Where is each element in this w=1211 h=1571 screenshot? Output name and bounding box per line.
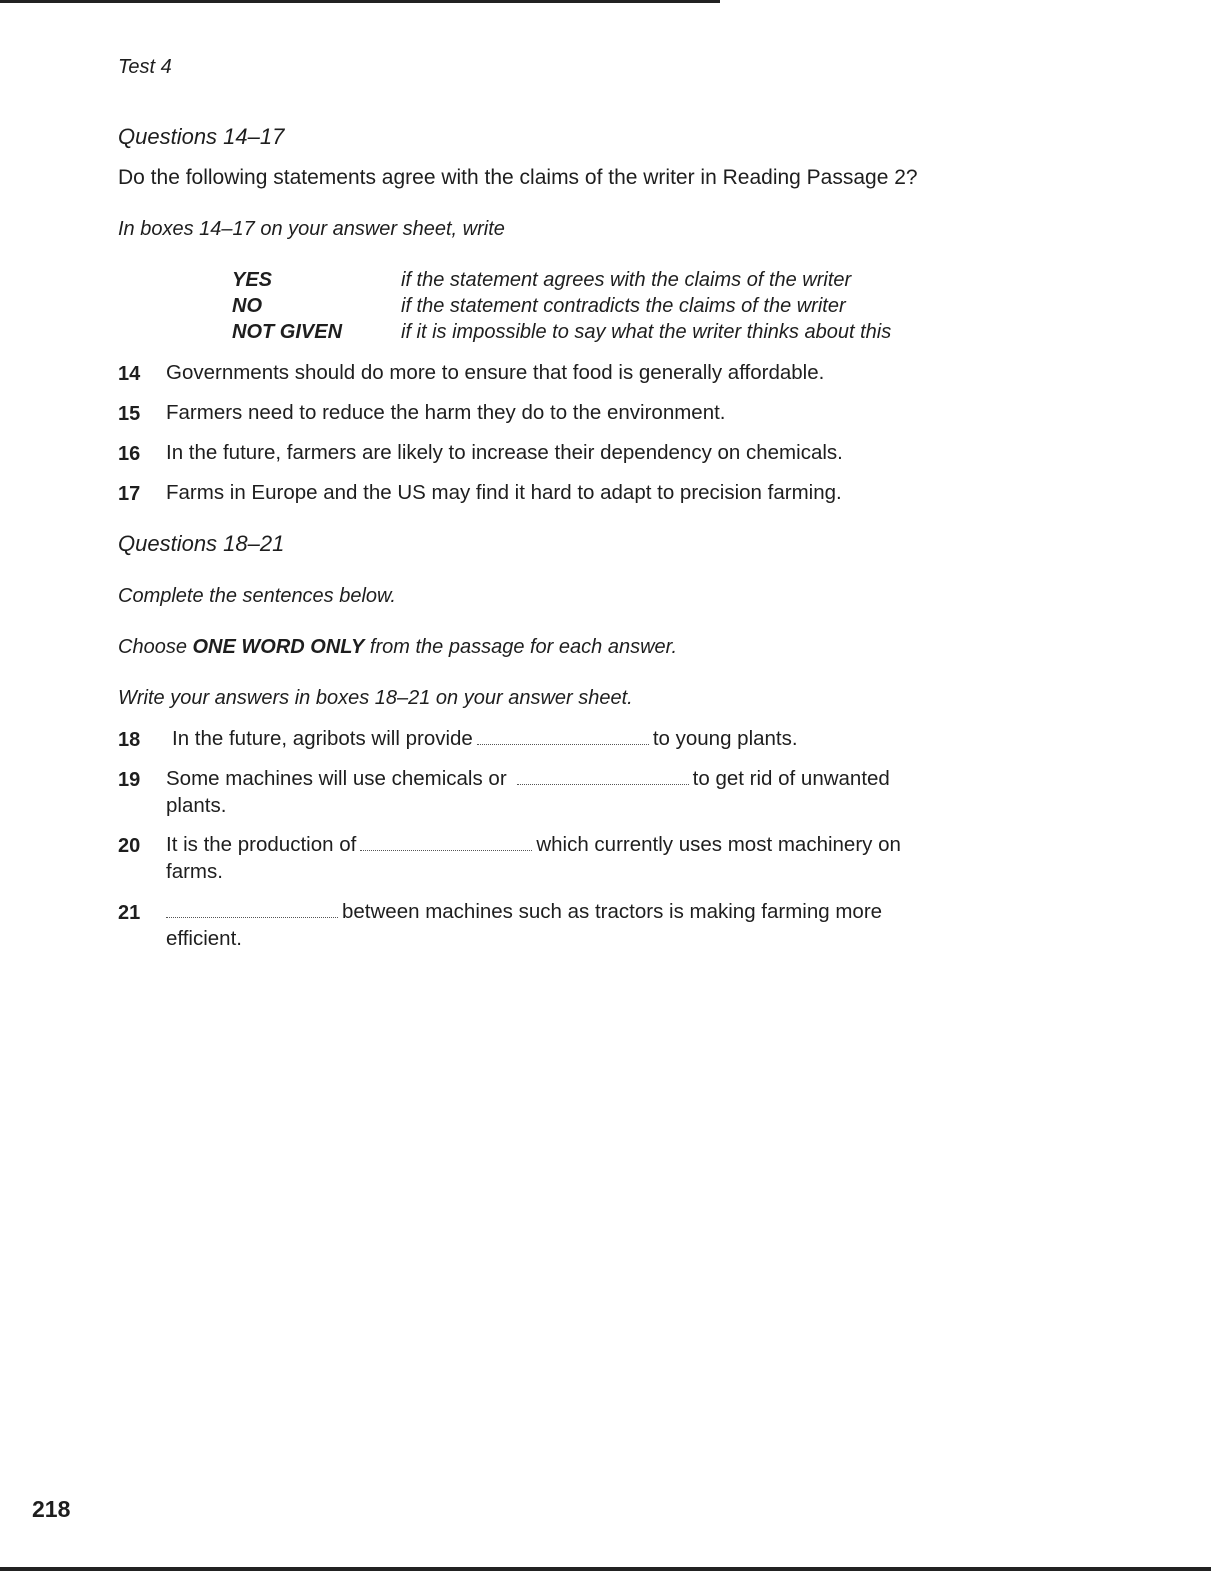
instruction2-bold: ONE WORD ONLY bbox=[192, 636, 365, 658]
key-term-yes: YES bbox=[232, 269, 273, 291]
question-text-15: Farmers need to reduce the harm they do to the environment. bbox=[166, 401, 726, 424]
question-20-before: It is the production of bbox=[166, 833, 357, 856]
answer-blank-20[interactable] bbox=[360, 836, 532, 851]
answer-blank-18[interactable] bbox=[477, 730, 649, 745]
section1-intro: Do the following statements agree with the claims of the writer in Reading Passage 2? bbox=[118, 166, 918, 189]
question-line-20 bbox=[166, 833, 901, 857]
section1-instruction: In boxes 14–17 on your answer sheet, write bbox=[118, 218, 505, 240]
question-20-after: which currently uses most machinery on bbox=[536, 833, 901, 856]
question-line-21 bbox=[166, 900, 882, 924]
key-def-yes: if the statement agrees with the claims of the writer bbox=[401, 269, 852, 291]
question-line-18 bbox=[172, 727, 798, 751]
question-number-17: 17 bbox=[118, 483, 141, 505]
section2-instruction3: Write your answers in boxes 18–21 on your answer sheet. bbox=[118, 687, 633, 709]
question-number-15: 15 bbox=[118, 403, 141, 425]
question-number-19: 19 bbox=[118, 769, 141, 791]
page-number: 218 bbox=[32, 1496, 71, 1522]
answer-blank-21[interactable] bbox=[166, 903, 338, 918]
question-19-continuation: plants. bbox=[166, 794, 227, 817]
top-rule bbox=[0, 0, 720, 3]
question-text-16: In the future, farmers are likely to increase their dependency on chemicals. bbox=[166, 441, 843, 464]
section2-instruction2 bbox=[118, 636, 677, 659]
key-term-no: NO bbox=[232, 295, 262, 317]
question-number-16: 16 bbox=[118, 443, 141, 465]
test-label: Test 4 bbox=[118, 56, 172, 78]
instruction2-post: from the passage for each answer. bbox=[364, 636, 678, 658]
question-text-17: Farms in Europe and the US may find it hard to adapt to precision farming. bbox=[166, 481, 842, 504]
question-19-after: to get rid of unwanted bbox=[692, 767, 890, 790]
question-21-after: between machines such as tractors is making farming more bbox=[342, 900, 883, 923]
question-line-19 bbox=[166, 767, 890, 791]
question-18-before: In the future, agribots will provide bbox=[172, 727, 473, 750]
key-term-not-given: NOT GIVEN bbox=[232, 321, 343, 343]
instruction2-pre: Choose bbox=[118, 636, 193, 658]
question-18-after: to young plants. bbox=[652, 727, 798, 750]
section1-heading: Questions 14–17 bbox=[118, 124, 285, 149]
question-19-before: Some machines will use chemicals or bbox=[166, 767, 507, 790]
key-def-not-given: if it is impossible to say what the writer thinks about this bbox=[401, 321, 892, 343]
section2-instruction1: Complete the sentences below. bbox=[118, 585, 396, 607]
question-number-18: 18 bbox=[118, 729, 141, 751]
section2-heading: Questions 18–21 bbox=[118, 531, 285, 556]
question-20-continuation: farms. bbox=[166, 860, 223, 883]
key-def-no: if the statement contradicts the claims of the writer bbox=[401, 295, 846, 317]
question-text-14: Governments should do more to ensure that food is generally affordable. bbox=[166, 361, 825, 384]
answer-blank-19[interactable] bbox=[517, 770, 689, 785]
question-number-21: 21 bbox=[118, 902, 141, 924]
question-number-20: 20 bbox=[118, 835, 141, 857]
bottom-rule bbox=[0, 1567, 1211, 1571]
question-21-continuation: efficient. bbox=[166, 927, 242, 950]
question-number-14: 14 bbox=[118, 363, 141, 385]
